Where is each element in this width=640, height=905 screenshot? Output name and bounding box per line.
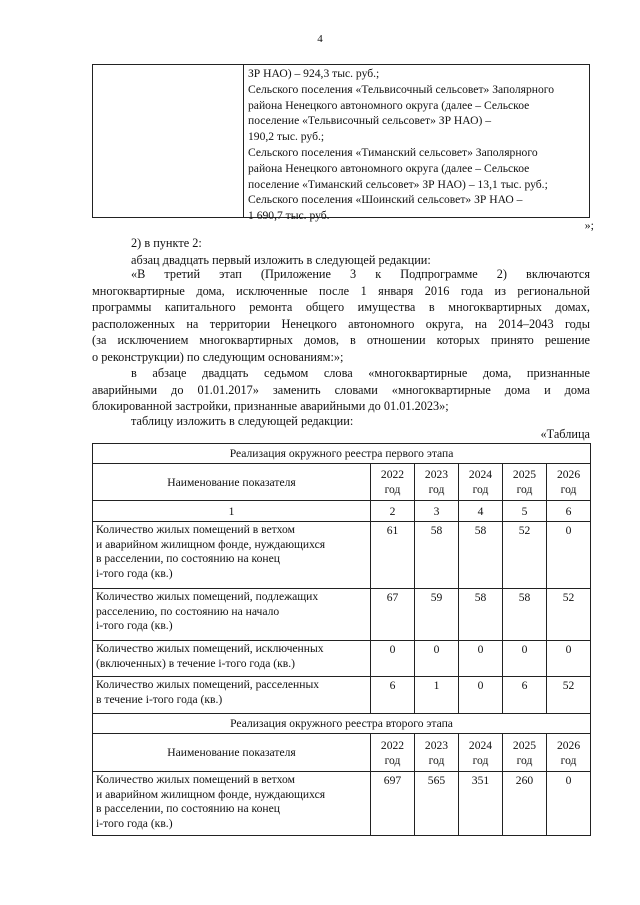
year-header: 2025 год bbox=[503, 464, 547, 501]
column-index: 5 bbox=[503, 501, 547, 522]
table-cell: 59 bbox=[415, 589, 459, 641]
column-index: 2 bbox=[371, 501, 415, 522]
table-cell: 260 bbox=[503, 772, 547, 836]
table-cell: 351 bbox=[459, 772, 503, 836]
column-index: 4 bbox=[459, 501, 503, 522]
paragraph-line: программы капитального ремонта общего имущества в многоквартирных домах, bbox=[92, 300, 590, 314]
column-index: 3 bbox=[415, 501, 459, 522]
table-cell: 0 bbox=[547, 641, 591, 677]
column-header: Наименование показателя bbox=[93, 464, 371, 501]
table-cell: 52 bbox=[547, 677, 591, 714]
row-label: Количество жилых помещений, подлежащих расселению, по состоянию на начало i-того года (кв.) bbox=[93, 589, 371, 641]
table-cell: 58 bbox=[415, 522, 459, 589]
table-column-divider bbox=[243, 65, 244, 217]
cell-line: Сельского поселения «Шоинский сельсовет» ЗР НАО – bbox=[248, 193, 523, 207]
section-title: Реализация окружного реестра второго этапа bbox=[93, 714, 591, 734]
table-cell: 58 bbox=[459, 522, 503, 589]
continuation-cell bbox=[248, 66, 585, 224]
table-row bbox=[93, 522, 591, 589]
paragraph-line: блокированной застройки, признанные аварийными до 01.01.2023»; bbox=[92, 399, 449, 413]
cell-line: Сельского поселения «Тиманский сельсовет» Заполярного bbox=[248, 145, 538, 159]
year-header: 2024 год bbox=[459, 464, 503, 501]
cell-line: поселение «Тиманский сельсовет» ЗР НАО) – 13,1 тыс. руб.; bbox=[248, 177, 548, 191]
column-header: Наименование показателя bbox=[93, 734, 371, 772]
cell-line: 1 690,7 тыс. руб. bbox=[248, 209, 330, 223]
year-header: 2022 год bbox=[371, 464, 415, 501]
year-header: 2025 год bbox=[503, 734, 547, 772]
table-cell: 6 bbox=[503, 677, 547, 714]
paragraph-line: расположенных на территории Ненецкого автономного округа, на 2014–2043 годы bbox=[92, 316, 590, 331]
quoted-paragraph bbox=[92, 266, 590, 365]
paragraph-line: о реконструкции) по следующим основаниям:»; bbox=[92, 349, 344, 364]
table-cell: 697 bbox=[371, 772, 415, 836]
year-header: 2026 год bbox=[547, 734, 591, 772]
table-row bbox=[93, 589, 591, 641]
table-cell: 52 bbox=[547, 589, 591, 641]
table-row bbox=[93, 677, 591, 714]
table-row bbox=[93, 641, 591, 677]
table-cell: 0 bbox=[459, 641, 503, 677]
year-header: 2024 год bbox=[459, 734, 503, 772]
cell-line: поселение «Тельвисочный сельсовет» ЗР НАО) – bbox=[248, 114, 492, 128]
row-label: Количество жилых помещений, расселенных в течение i-того года (кв.) bbox=[93, 677, 371, 714]
item-heading: 2) в пункте 2: bbox=[131, 236, 202, 250]
paragraph-line: (за исключением многоквартирных домов, в отношении которых принято решение bbox=[92, 333, 590, 347]
cell-line: 190,2 тыс. руб.; bbox=[248, 130, 325, 144]
cell-line: Сельского поселения «Тельвисочный сельсовет» Заполярного bbox=[248, 82, 555, 96]
section-title: Реализация окружного реестра первого этапа bbox=[93, 444, 591, 464]
table-cell: 58 bbox=[459, 589, 503, 641]
table-cell: 0 bbox=[415, 641, 459, 677]
table-cell: 67 bbox=[371, 589, 415, 641]
page-number: 4 bbox=[317, 33, 323, 45]
paragraph-line: аварийными до 01.01.2017» заменить словами «многоквартирные дома и дома bbox=[92, 382, 590, 397]
closing-quote: »; bbox=[584, 218, 594, 232]
table-cell: 0 bbox=[459, 677, 503, 714]
row-label: Количество жилых помещений в ветхом и аварийном жилищном фонде, нуждающихся в расселении, по состоянию на конец i-того года (кв.) bbox=[93, 772, 371, 836]
column-index: 1 bbox=[93, 501, 371, 522]
table-cell: 0 bbox=[371, 641, 415, 677]
table-row bbox=[93, 772, 591, 836]
continuation-table bbox=[92, 64, 590, 223]
table-cell: 61 bbox=[371, 522, 415, 589]
replacement-paragraph bbox=[92, 365, 590, 415]
row-label: Количество жилых помещений в ветхом и аварийном жилищном фонде, нуждающихся в расселении, по состоянию на конец i-того года (кв.) bbox=[93, 522, 371, 589]
paragraph-line: «В третий этап (Приложение 3 к Подпрограмме 2) включаются bbox=[131, 267, 590, 281]
instruction-paragraph: абзац двадцать первый изложить в следующей редакции: bbox=[131, 253, 431, 267]
table-cell: 565 bbox=[415, 772, 459, 836]
table-cell: 58 bbox=[503, 589, 547, 641]
table-cell: 0 bbox=[547, 772, 591, 836]
table-cell: 1 bbox=[415, 677, 459, 714]
instruction-paragraph: таблицу изложить в следующей редакции: bbox=[131, 414, 354, 428]
table-cell: 6 bbox=[371, 677, 415, 714]
table-caption: «Таблица bbox=[540, 427, 590, 441]
year-header: 2026 год bbox=[547, 464, 591, 501]
table-cell: 52 bbox=[503, 522, 547, 589]
year-header: 2023 год bbox=[415, 464, 459, 501]
year-header: 2023 год bbox=[415, 734, 459, 772]
column-index: 6 bbox=[547, 501, 591, 522]
year-header: 2022 год bbox=[371, 734, 415, 772]
register-table bbox=[92, 443, 591, 836]
row-label: Количество жилых помещений, исключенных (включенных) в течение i-того года (кв.) bbox=[93, 641, 371, 677]
paragraph-line: многоквартирные дома, исключенные после 1 января 2016 года из региональной bbox=[92, 283, 590, 298]
table-cell: 0 bbox=[503, 641, 547, 677]
cell-line: района Ненецкого автономного округа (далее – Сельское bbox=[248, 161, 530, 175]
paragraph-line: в абзаце двадцать седьмом слова «многоквартирные дома, признанные bbox=[131, 366, 590, 380]
cell-line: района Ненецкого автономного округа (далее – Сельское bbox=[248, 98, 530, 112]
cell-line: ЗР НАО) – 924,3 тыс. руб.; bbox=[248, 67, 380, 80]
table-cell: 0 bbox=[547, 522, 591, 589]
